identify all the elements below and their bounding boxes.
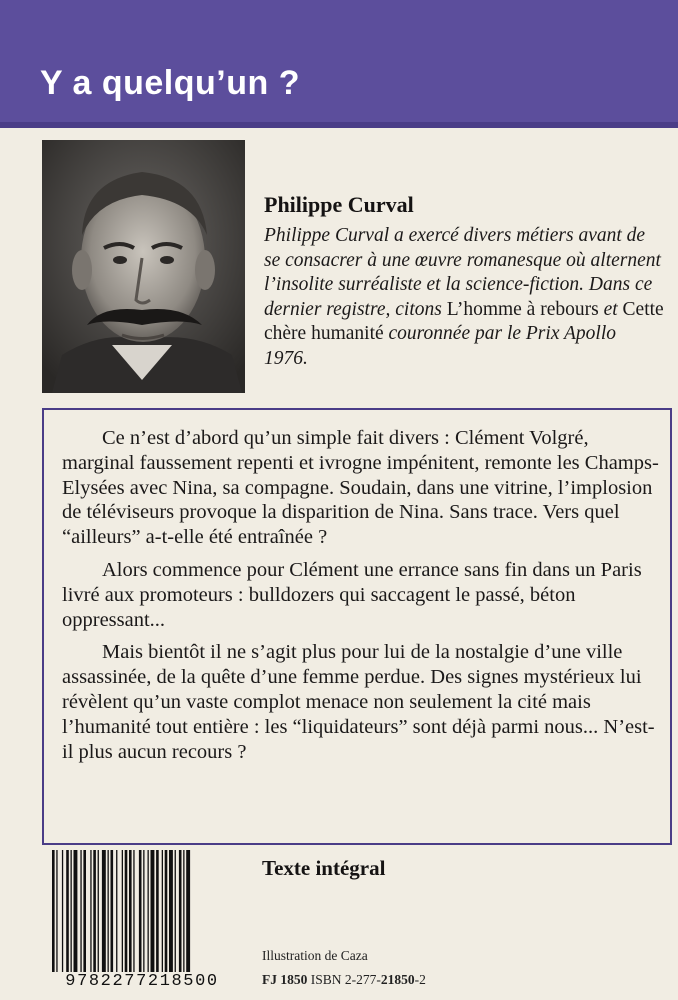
bio-book-title-2: Cette chère humanité (264, 298, 664, 344)
synopsis-paragraph: Mais bientôt il ne s’agit plus pour lui de la nostalgie d’une ville assassinée, de la quête d’une femme perdue. Des signes mystérieux lui révèlent qu’un vaste complot menace non seulement la cité mais l’humanité tout entière : les “liquidateurs” sont déjà parmi nous... N’est-il plus aucun recours ? (62, 641, 655, 763)
author-name: Philippe Curval (264, 192, 414, 217)
barcode-number: 9782277218500 (65, 972, 219, 991)
collection-code: FJ 1850 (262, 972, 308, 987)
synopsis-paragraph: Ce n’est d’abord qu’un simple fait divers : Clément Volgré, marginal faussement repenti et ivrogne impénitent, remonte les Champs-Elysées avec Nina, sa compagne. Soudain, dans une vitrine, l’implosion de téléviseurs provoque la disparition de Nina. Sans trace. Vers quel “ailleurs” a-t-elle été entraînée ? (62, 427, 659, 549)
barcode-bars-image (52, 850, 238, 972)
isbn-line (262, 972, 426, 988)
barcode (42, 850, 242, 995)
texte-integral-label: Texte intégral (262, 856, 386, 880)
bio-book-title-1: L’homme à rebours (446, 298, 599, 320)
synopsis (62, 426, 662, 772)
author-block (264, 192, 664, 371)
bio-text: Philippe Curval a exercé divers métiers avant de se consacrer à une œuvre romanesque où alternent l’insolite surréaliste et la science-fiction. Dans ce dernier registre, citons (264, 225, 661, 320)
synopsis-paragraph: Alors commence pour Clément une errance sans fin dans un Paris livré aux promoteurs : bulldozers qui saccagent le passé, béton oppressant... (62, 558, 642, 631)
isbn-label: ISBN 2-277- (310, 972, 381, 987)
book-title: Y a quelqu’un ? (40, 64, 300, 102)
illustration-credit: Illustration de Caza (262, 948, 368, 963)
author-portrait-image (42, 140, 245, 393)
isbn-suffix: -2 (414, 972, 426, 987)
author-photo (42, 140, 245, 393)
bio-award: couronnée par le Prix Apollo 1976. (264, 323, 616, 369)
isbn-number-bold: 21850 (380, 972, 415, 987)
author-bio (264, 224, 664, 371)
bio-conjunction: et (603, 298, 618, 320)
